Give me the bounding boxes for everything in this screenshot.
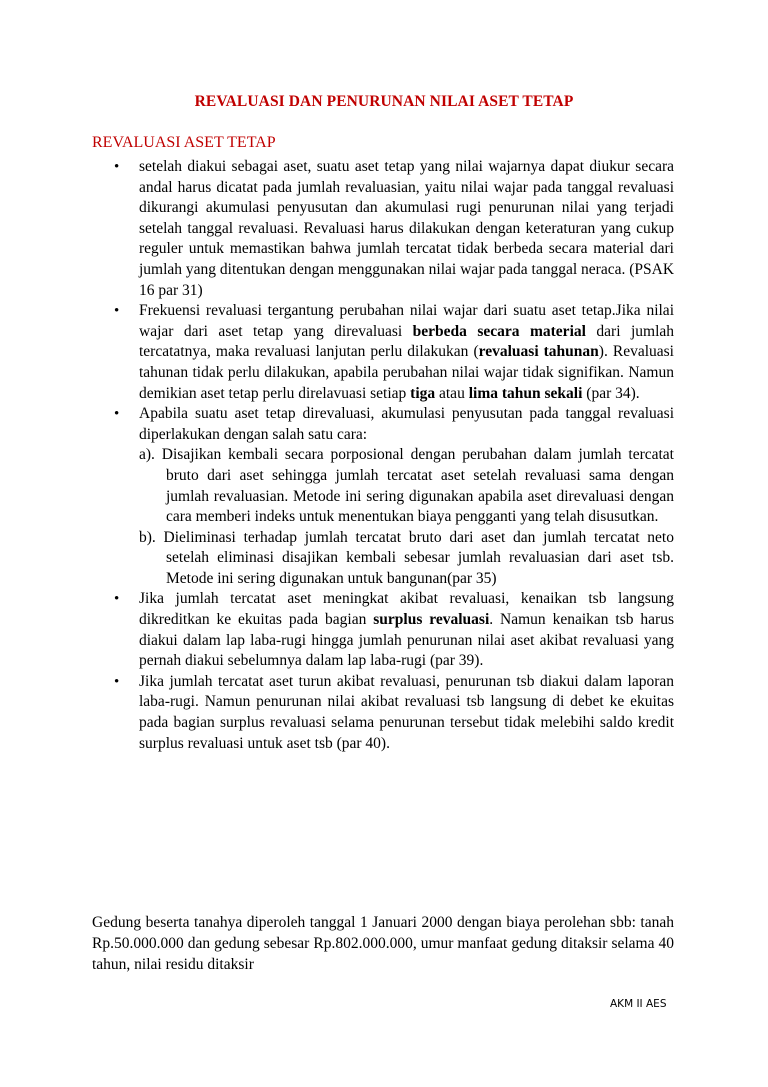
bullet-list-container xyxy=(92,157,674,754)
bullet-text: dari jumlah tercatatnya, maka revaluasi lanjutan perlu dilakukan ( xyxy=(139,322,675,361)
example-paragraph: Gedung beserta tanahya diperoleh tanggal 1 Januari 2000 dengan biaya perolehan sbb: tanah Rp.50.000.000 dan gedung sebesar Rp.802.000.000, umur manfaat gedung ditaksir selama 40 tahun, nilai residu ditaksir xyxy=(92,914,674,973)
section-heading: REVALUASI ASET TETAP xyxy=(92,134,276,151)
bullet-text: ). Revaluasi tahunan tidak perlu dilakukan, apabila perubahan nilai wajar tidak signifikan. Namun demikian aset tetap perlu direlavuasi setiap xyxy=(139,343,674,402)
sub-list xyxy=(139,445,674,589)
bullet-text: atau xyxy=(435,384,469,402)
page-footer: AKM II AES xyxy=(610,998,667,1010)
bullet-text: (par 34). xyxy=(582,384,640,402)
list-item xyxy=(92,404,674,589)
sub-list-item: a). Disajikan kembali secara porposional dengan perubahan dalam jumlah tercatat bruto dari aset sehingga jumlah tercatat aset setelah revaluasi sama dengan jumlah revaluasian. Metode ini sering digunakan apabila aset direvaluasi dengan cara memberi indeks untuk menentukan biaya pengganti yang telah disusutkan. xyxy=(139,446,674,526)
bullet-icon: • xyxy=(114,673,120,690)
sub-list-item: b). Dieliminasi terhadap jumlah tercatat bruto dari aset dan jumlah tercatat neto setelah eliminasi disajikan kembali sebesar jumlah revaluasian dari aset tsb. Metode ini sering digunakan untuk bangunan(par 35) xyxy=(139,528,674,587)
list-item xyxy=(92,301,674,404)
list-item xyxy=(92,157,674,301)
bullet-icon: • xyxy=(114,591,120,608)
bullet-text: Frekuensi revaluasi tergantung perubahan nilai wajar dari suatu aset tetap.Jika nilai wajar dari aset tetap yang direvaluasi xyxy=(139,302,674,340)
bold-term: surplus revaluasi xyxy=(373,611,490,629)
bullet-text: Jika jumlah tercatat aset turun akibat revaluasi, penurunan tsb diakui dalam laporan laba-rugi. Namun penurunan nilai akibat revaluasi tsb langsung di debet ke ekuitas pada bagian surplus revaluasi selama penurunan tersebut tidak melebihi saldo kredit surplus revaluasi untuk aset tsb (par 40). xyxy=(139,672,674,752)
bullet-text: setelah diakui sebagai aset, suatu aset tetap yang nilai wajarnya dapat diukur secara andal harus dicatat pada jumlah revaluasian, yaitu nilai wajar pada tanggal revaluasi dikurangi akumulasi penyusutan dan akumulasi rugi penurunan nilai yang terjadi setelah tanggal revaluasi. Revaluasi harus dilakukan dengan keteraturan yang cukup reguler untuk memastikan bahwa jumlah tercatat tidak berbeda secara material dari jumlah yang ditentukan dengan menggunakan nilai wajar pada tanggal neraca. (PSAK 16 par 31) xyxy=(139,158,675,299)
bullet-text: . Namun kenaikan tsb harus diakui dalam lap laba-rugi hingga jumlah penurunan nilai aset akibat revaluasi yang pernah diakui sebelumnya dalam lap laba-rugi (par 39). xyxy=(139,611,674,670)
document-title: REVALUASI DAN PENURUNAN NILAI ASET TETAP xyxy=(194,93,574,110)
bold-term: berbeda secara material xyxy=(412,322,586,340)
bullet-icon: • xyxy=(114,406,120,423)
bullet-icon: • xyxy=(114,159,120,175)
bullet-text: Jika jumlah tercatat aset meningkat akibat revaluasi, kenaikan tsb langsung dikreditkan ke ekuitas pada bagian xyxy=(139,590,674,629)
list-item xyxy=(92,589,674,671)
bullet-icon: • xyxy=(114,303,120,320)
bold-term: revaluasi tahunan xyxy=(478,343,599,361)
bullet-text: Apabila suatu aset tetap direvaluasi, akumulasi penyusutan pada tanggal revaluasi diperlakukan dengan salah satu cara: xyxy=(139,405,674,443)
list-item xyxy=(92,672,674,754)
bullet-list xyxy=(92,157,674,754)
bold-term: tiga xyxy=(410,384,436,402)
bold-term: lima tahun sekali xyxy=(468,384,583,402)
